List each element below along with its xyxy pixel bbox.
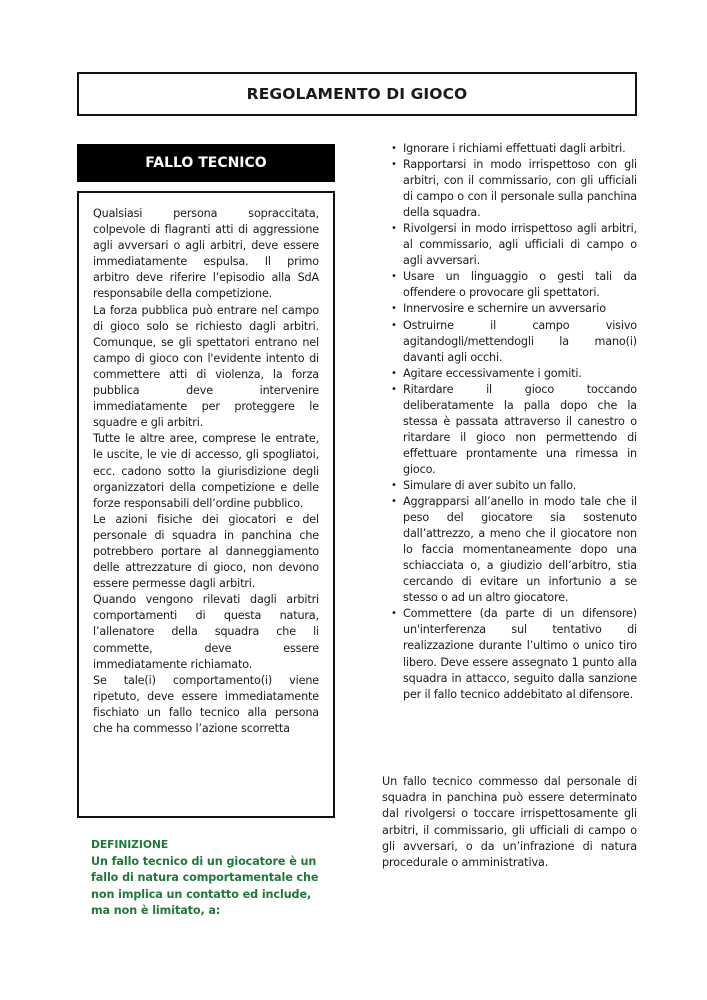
rules-paragraph: Le azioni fisiche dei giocatori e del personale di squadra in panchina che potrebbero portare al danneggiamento delle attrezzature di gioco, non devono essere permesse dagli arbitri. — [93, 512, 319, 591]
closing-paragraph: Un fallo tecnico commesso dal personale di squadra in panchina può essere determinato dal rivolgersi o toccare irrispettosamente gli arbitri, il commissario, gli ufficiali di campo o gli avversari, o da un’infrazione di natura procedurale o amministrativa. — [382, 775, 637, 870]
definition-label: DEFINIZIONE — [91, 838, 169, 851]
section-header-text: FALLO TECNICO — [145, 155, 267, 171]
bullet-icon: • — [391, 608, 397, 620]
rules-box — [77, 191, 335, 818]
rules-paragraph: La forza pubblica può entrare nel campo di gioco solo se richiesto dagli arbitri. Comunque, se gli spettatori entrano nel campo di gioco con l'evidente intento di commettere atti di violenza, la forza pubblica deve intervenire immediatamente per proteggere le squadre e gli arbitri. — [93, 303, 319, 430]
rules-paragraph: Qualsiasi persona sopraccitata, colpevole di flagranti atti di aggressione agli avversari o agli arbitri, deve essere immediatamente espulsa. Il primo arbitro deve riferire l’episodio alla SdA responsabile della competizione. — [93, 207, 319, 301]
list-item-text: Agitare eccessivamente i gomiti. — [403, 366, 582, 380]
page-title-text: REGOLAMENTO DI GIOCO — [246, 85, 468, 103]
list-item — [382, 141, 637, 157]
behaviors-column — [382, 141, 637, 703]
list-item — [382, 221, 637, 269]
list-item-text: Usare un linguaggio o gesti tali da offendere o provocare gli spettatori. — [403, 270, 637, 300]
bullet-icon: • — [391, 271, 397, 283]
list-item-text: Commettere (da parte di un difensore) un'interferenza sul tentativo di realizzazione durante l’ultimo o unico tiro libero. Deve essere assegnato 1 punto alla squadra in attacco, seguito dalla sanzione per il fallo tecnico addebitato al difensore. — [403, 607, 637, 701]
bullet-icon: • — [391, 159, 397, 171]
list-item — [382, 366, 637, 382]
list-item-text: Ostruirne il campo visivo agitandogli/mettendogli la mano(i) davanti agli occhi. — [403, 318, 637, 364]
list-item-text: Rivolgersi in modo irrispettoso agli arbitri, al commissario, agli ufficiali di campo o agli avversari. — [403, 222, 637, 268]
page-title — [77, 72, 637, 116]
section-header — [77, 144, 335, 182]
list-item — [382, 318, 637, 366]
list-item-text: Rapportarsi in modo irrispettoso con gli arbitri, con il commissario, con gli ufficiali di campo o con il personale sulla panchina della squadra. — [403, 158, 637, 220]
list-item — [382, 494, 637, 606]
list-item-text: Ignorare i richiami effettuati dagli arbitri. — [403, 142, 626, 155]
bullet-icon: • — [391, 367, 397, 379]
list-item — [382, 382, 637, 478]
rules-paragraph: Quando vengono rilevati dagli arbitri comportamenti di questa natura, l’allenatore della squadra che li commette, deve essere immediatamente richiamato. — [93, 593, 319, 671]
list-item-text: Aggrapparsi all’anello in modo tale che il peso del giocatore sia sostenuto dall’attrezzo, a meno che il giocatore non lo faccia momentaneamente dopo una schiacciata o, a giudizio dell’arbitro, stia cercando di evitare un infortunio a se stesso o ad un altro giocatore. — [403, 495, 637, 605]
list-item — [382, 269, 637, 301]
definition-block — [91, 837, 319, 920]
list-item-text: Innervosire e schernire un avversario — [403, 302, 606, 316]
bullet-icon: • — [391, 143, 397, 154]
rules-paragraph: Se tale(i) comportamento(i) viene ripetuto, deve essere immediatamente fischiato un fallo tecnico alla persona che ha commesso l’azione scorretta — [93, 673, 319, 735]
list-item — [382, 606, 637, 702]
list-item — [382, 301, 637, 317]
list-item — [382, 478, 637, 494]
rules-paragraph: Tutte le altre aree, comprese le entrate, le uscite, le vie di accesso, gli spogliatoi, ecc. cadono sotto la giurisdizione degli organizzatori della competizione e delle forze responsabili dell’ordine pubblico. — [93, 432, 319, 510]
list-item-text: Ritardare il gioco toccando deliberatamente la palla dopo che la stessa è passata attraverso il canestro o ritardare il gioco non permettendo di effettuare prontamente una rimessa in gioco. — [403, 382, 637, 476]
bullet-icon: • — [391, 479, 397, 491]
bullet-icon: • — [391, 383, 397, 395]
bullet-icon: • — [391, 496, 397, 508]
bullet-icon: • — [391, 319, 397, 331]
definition-text: Un fallo tecnico di un giocatore è un fallo di natura comportamentale che non implica un contatto ed include, ma non è limitato, a: — [91, 854, 319, 917]
bullet-icon: • — [391, 303, 397, 315]
list-item — [382, 157, 637, 221]
list-item-text: Simulare di aver subito un fallo. — [403, 478, 577, 492]
bullet-icon: • — [391, 223, 397, 235]
behaviors-list — [382, 141, 637, 703]
